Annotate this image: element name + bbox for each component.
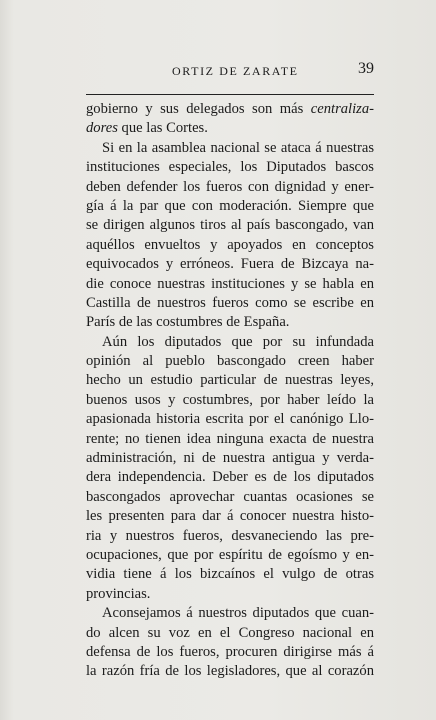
text-line: vidia tiene á los bizcaínos el vulgo de otras	[86, 566, 374, 583]
text-line: Castilla de nuestros fueros como se escribe en	[86, 294, 374, 311]
text-line: hecho un estudio particular de nuestras leyes,	[86, 372, 374, 389]
text-line: ocupaciones, que por espíritu de egoísmo y en-	[86, 546, 374, 563]
header-rule	[86, 94, 374, 95]
text-line: les presenten para dar á conocer nuestra histo-	[86, 508, 374, 525]
text-line: rente; no tienen idea ninguna exacta de nuestra	[86, 430, 374, 447]
text-line: die conoce nuestras instituciones y se habla en	[86, 275, 374, 292]
text-line: deben defender los fueros con dignidad y ener-	[86, 178, 374, 195]
text-line: la razón fría de los legisladores, que al corazón	[86, 663, 374, 680]
body-text	[86, 100, 374, 682]
text-line: instituciones especiales, los Diputados bascos	[86, 159, 374, 176]
text-line: bascongados aprovechar cuantas ocasiones se	[86, 488, 374, 505]
text-line: gobierno y sus delegados son más centraliza-	[86, 101, 374, 117]
text-line: equivocados y erróneos. Fuera de Bizcaya na-	[86, 256, 374, 273]
page-header	[86, 62, 374, 82]
text-line: se dirigen algunos tiros al país bascongado, van	[86, 217, 374, 234]
text-line: aquéllos envueltos y apoyados en conceptos	[86, 236, 374, 253]
text-line: París de las costumbres de España.	[86, 314, 290, 331]
text-line: ria y nuestros fueros, desvaneciendo las pre-	[86, 527, 374, 544]
text-line: dera independencia. Deber es de los diputados	[86, 469, 374, 486]
text-line: Aún los diputados que por su infundada	[102, 333, 374, 350]
text-line: buenos usos y costumbres, por haber leído la	[86, 391, 374, 408]
page-number: 39	[358, 60, 374, 77]
text-line: gía á la par que con moderación. Siempre que	[86, 197, 374, 214]
text-line: defensa de los fueros, procuren dirigirse más á	[86, 643, 374, 660]
text-line: Si en la asamblea nacional se ataca á nuestras	[102, 139, 374, 156]
text-line: Aconsejamos á nuestros diputados que cuan-	[102, 605, 374, 622]
text-line: dores que las Cortes.	[86, 120, 208, 137]
text-line: provincias.	[86, 585, 151, 602]
running-head: ORTIZ DE ZARATE	[172, 64, 299, 78]
text-line: apasionada historia escrita por el canónigo Llo-	[86, 411, 374, 428]
text-line: opinión al pueblo bascongado creen haber	[86, 353, 374, 370]
text-line: administración, ni de nuestra antigua y verda-	[86, 450, 374, 467]
text-line: do alcen su voz en el Congreso nacional en	[86, 624, 374, 641]
